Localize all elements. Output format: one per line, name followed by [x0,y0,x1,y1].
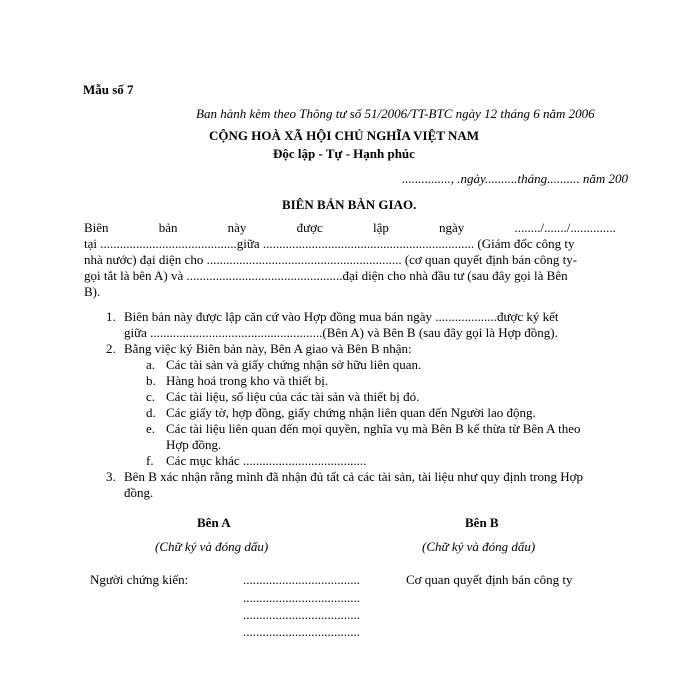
sub-letter: b. [146,373,156,388]
intro-line-3: nhà nước) đại diện cho ............................................................ (cơ quan quyết định bán công ty- [84,252,578,267]
intro-date-blank: ......../......./.............. [514,220,616,235]
witness-dots-2: .................................... [243,590,360,605]
sub-item-a: Các tài sản và giấy chứng nhận sở hữu liên quan. [166,357,422,372]
item-3-line-2: đồng. [124,485,154,500]
party-b-label: Bên B [465,515,499,530]
sub-item-e-line-2: Hợp đồng. [166,437,222,452]
party-a-label: Bên A [197,515,231,530]
authority-label: Cơ quan quyết định bán công ty [406,572,573,587]
sub-letter: d. [146,405,156,420]
sub-letter: e. [146,421,156,436]
item-1-line-2: giữa .....................................................(Bên A) và Bên B (sau đây gọi là Hợp đồng). [124,325,558,340]
sub-item-e-line-1: Các tài liệu liên quan đến mọi quyền, nghĩa vụ mà Bên B kế thừa từ Bên A theo [166,421,581,436]
party-a-sign-note: (Chữ ký và đóng dấu) [155,539,269,554]
intro-line-4: gọi tắt là bên A) và ................................................đại diện cho nhà đầu tư (sau đây gọi là Bên [84,268,568,283]
witness-dots-1: .................................... [243,572,360,587]
intro-word: bản [158,220,178,235]
item-number: 2. [106,341,116,356]
sub-item-f: Các mục khác ...................................... [166,453,367,468]
item-number: 3. [106,469,116,484]
item-2-line-1: Bằng việc ký Biên bản này, Bên A giao và Bên B nhận: [124,341,412,356]
form-number: Mẫu số 7 [83,82,134,97]
intro-line-1 [84,220,616,236]
document-title: BIÊN BẢN BÀN GIAO. [282,197,417,212]
sub-letter: c. [146,389,156,404]
intro-line-2: tại ..........................................giữa ................................................................. (Giám đốc công ty [84,236,575,251]
intro-line-5: B). [84,284,101,299]
intro-word: này [227,220,247,235]
intro-word: được [296,220,323,235]
sub-letter: a. [146,357,156,372]
witness-label: Người chứng kiến: [90,572,189,587]
sub-item-d: Các giấy tờ, hợp đồng, giấy chứng nhận liên quan đến Người lao động. [166,405,536,420]
motto: Độc lập - Tự - Hạnh phúc [273,146,415,161]
issued-by-note: Ban hành kèm theo Thông tư số 51/2006/TT-BTC ngày 12 tháng 6 năm 2006 [196,106,595,121]
intro-word: ngày [439,220,465,235]
party-b-sign-note: (Chữ ký và đóng dấu) [422,539,536,554]
intro-word: Biên [84,220,109,235]
item-1-line-1: Biên bản này được lập căn cứ vào Hợp đồng mua bán ngày ...................được ký kết [124,309,559,324]
country-heading: CỘNG HOÀ XÃ HỘI CHỦ NGHĨA VIỆT NAM [209,128,480,143]
item-3-line-1: Bên B xác nhận rằng mình đã nhận đủ tất cả các tài sản, tài liệu như quy định trong Hợp [124,469,584,484]
sub-letter: f. [146,453,154,468]
witness-dots-3: .................................... [243,607,360,622]
sub-item-b: Hàng hoá trong kho và thiết bị. [166,373,329,388]
intro-word: lập [372,220,389,235]
sub-item-c: Các tài liệu, số liệu của các tài sản và thiết bị đó. [166,389,420,404]
item-number: 1. [106,309,116,324]
date-line: ..............., .ngày..........tháng.......... năm 200 [402,171,629,186]
witness-dots-4: .................................... [243,624,360,639]
